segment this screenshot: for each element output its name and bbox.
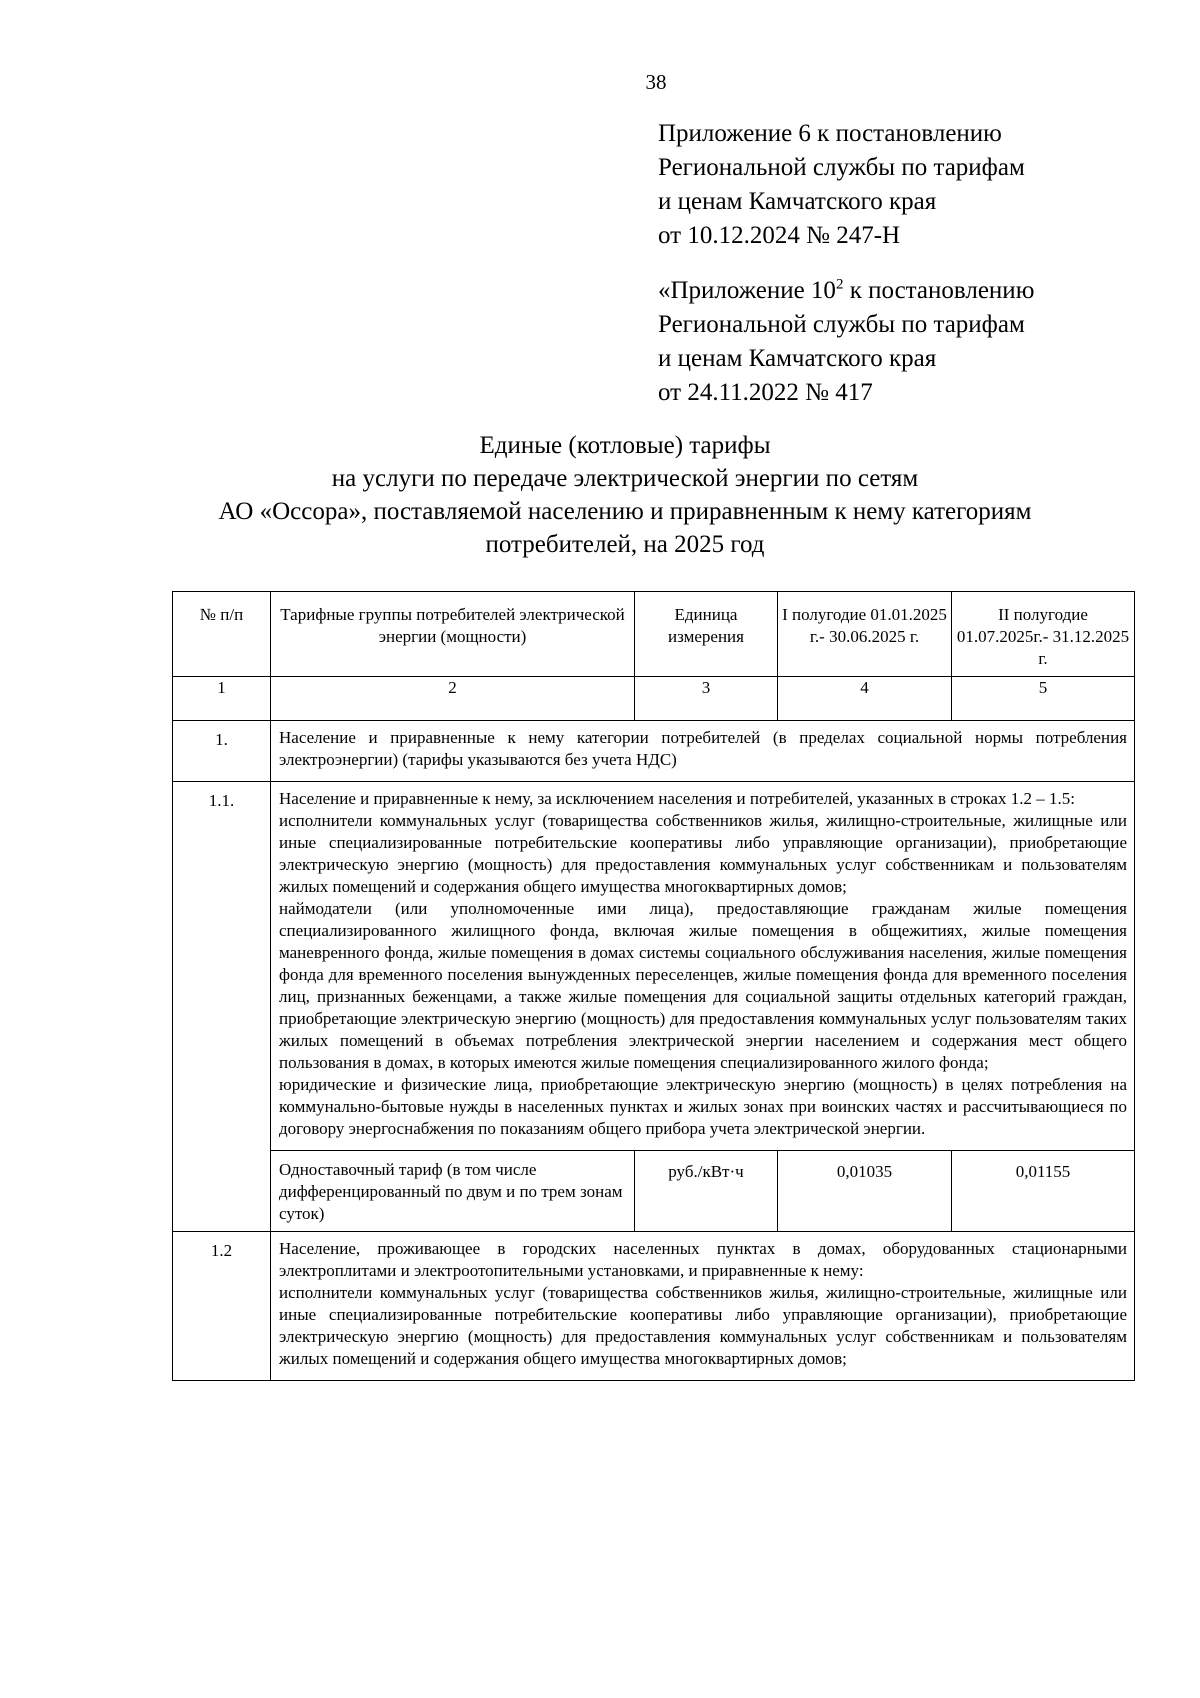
row-text [271,1232,1135,1381]
header-cell-half1: I полугодие 01.01.2025 г.- 30.06.2025 г. [778,592,952,677]
header-cell-half2: II полугодие 01.07.2025г.- 31.12.2025 г. [952,592,1135,677]
row-number: 1. [173,721,271,782]
row-paragraph: наймодатели (или уполномоченные ими лица), предоставляющие гражданам жилые помещения специализированного жилищного фонда, включая жилые помещения в общежитиях, жилые помещения маневренного фонда, жилые помещения в домах системы социального обслуживания населения, жилые помещения фонда для временного поселения вынужденных переселенцев, жилые помещения фонда для временного поселения лиц, признанных беженцами, а также жилые помещения для социальной защиты отдельных категорий граждан, приобретающие электрическую энергию (мощность) для предоставления коммунальных услуг пользователям таких жилых помещений в объемах потребления электрической энергии населением и содержания мест общего пользования в домах, в которых имеются жилые помещения специализированного жилого фонда; [279,899,1127,1072]
appendix-line [658,274,1034,308]
document-title [100,429,1150,561]
column-number: 5 [952,677,1135,721]
table-header-row [173,592,1135,677]
column-number-row [173,677,1135,721]
row-paragraph: Население и приравненные к нему, за исключением населения и потребителей, указанных в строках 1.2 – 1.5: [279,789,1075,808]
column-number: 1 [173,677,271,721]
row-text: Население и приравненные к нему категории потребителей (в пределах социальной нормы потребления электроэнергии) (тарифы указываются без учета НДС) [271,721,1135,782]
title-line: Единые (котловые) тарифы [479,432,771,459]
tariff-row [173,1151,1135,1232]
row-paragraph: Население, проживающее в городских населенных пунктах в домах, оборудованных стационарными электроплитами и электроотопительными установками, и приравненные к нему: [279,1239,1127,1280]
table-row [173,721,1135,782]
row-text [271,782,1135,1151]
appendix-line: Региональной службы по тарифам [658,154,1025,181]
appendix-line: Приложение 6 к постановлению [658,120,1002,147]
appendix-line: и ценам Камчатского края [658,345,937,372]
appendix-current [658,117,1025,253]
title-line: на услуги по передаче электрической энергии по сетям [331,465,919,492]
appendix-line: от 24.11.2022 № 417 [658,379,873,406]
tariff-table [172,591,1135,1381]
appendix-line: и ценам Камчатского края [658,188,937,215]
page-number: 38 [645,70,667,94]
tariff-name: Одноставочный тариф (в том числе дифференцированный по двум и по трем зонам суток) [271,1151,635,1232]
row-paragraph: исполнители коммунальных услуг (товарищества собственников жилья, жилищно-строительные, жилищные или иные специализированные потребительские кооперативы либо управляющие организации), приобретающие электрическую энергию (мощность) для предоставления коммунальных услуг собственникам и пользователям жилых помещений и содержания общего имущества многоквартирных домов; [279,811,1127,896]
tariff-unit: руб./кВт·ч [635,1151,778,1232]
title-line: АО «Оссора», поставляемой населению и приравненным к нему категориям [218,498,1032,525]
column-number: 2 [271,677,635,721]
title-line: потребителей, на 2025 год [485,531,765,558]
appendix-superscript: 2 [835,276,844,293]
header-cell-group: Тарифные группы потребителей электрической энергии (мощности) [271,592,635,677]
table-row [173,1232,1135,1381]
header-cell-unit: Единица измерения [635,592,778,677]
tariff-value-half2: 0,01155 [952,1151,1135,1232]
row-paragraph: исполнители коммунальных услуг (товарищества собственников жилья, жилищно-строительные, жилищные или иные специализированные потребительские кооперативы либо управляющие организации), приобретающие электрическую энергию (мощность) для предоставления коммунальных услуг собственникам и пользователям жилых помещений и содержания общего имущества многоквартирных домов; [279,1283,1127,1368]
tariff-value-half1: 0,01035 [778,1151,952,1232]
column-number: 4 [778,677,952,721]
appendix-previous [658,274,1034,410]
header-cell-number: № п/п [173,592,271,677]
table-row [173,782,1135,1151]
column-number: 3 [635,677,778,721]
appendix-line: Региональной службы по тарифам [658,311,1025,338]
appendix-prefix: «Приложение 10 [658,277,836,304]
appendix-suffix: к постановлению [843,277,1035,304]
row-number: 1.2 [173,1232,271,1381]
appendix-line: от 10.12.2024 № 247-Н [658,222,901,249]
row-number: 1.1. [173,782,271,1232]
row-paragraph: юридические и физические лица, приобретающие электрическую энергию (мощность) в целях потребления на коммунально-бытовые нужды в населенных пунктах и жилых зонах при воинских частях и рассчитывающиеся по договору энергоснабжения по показаниям общего прибора учета электрической энергии. [279,1075,1127,1138]
